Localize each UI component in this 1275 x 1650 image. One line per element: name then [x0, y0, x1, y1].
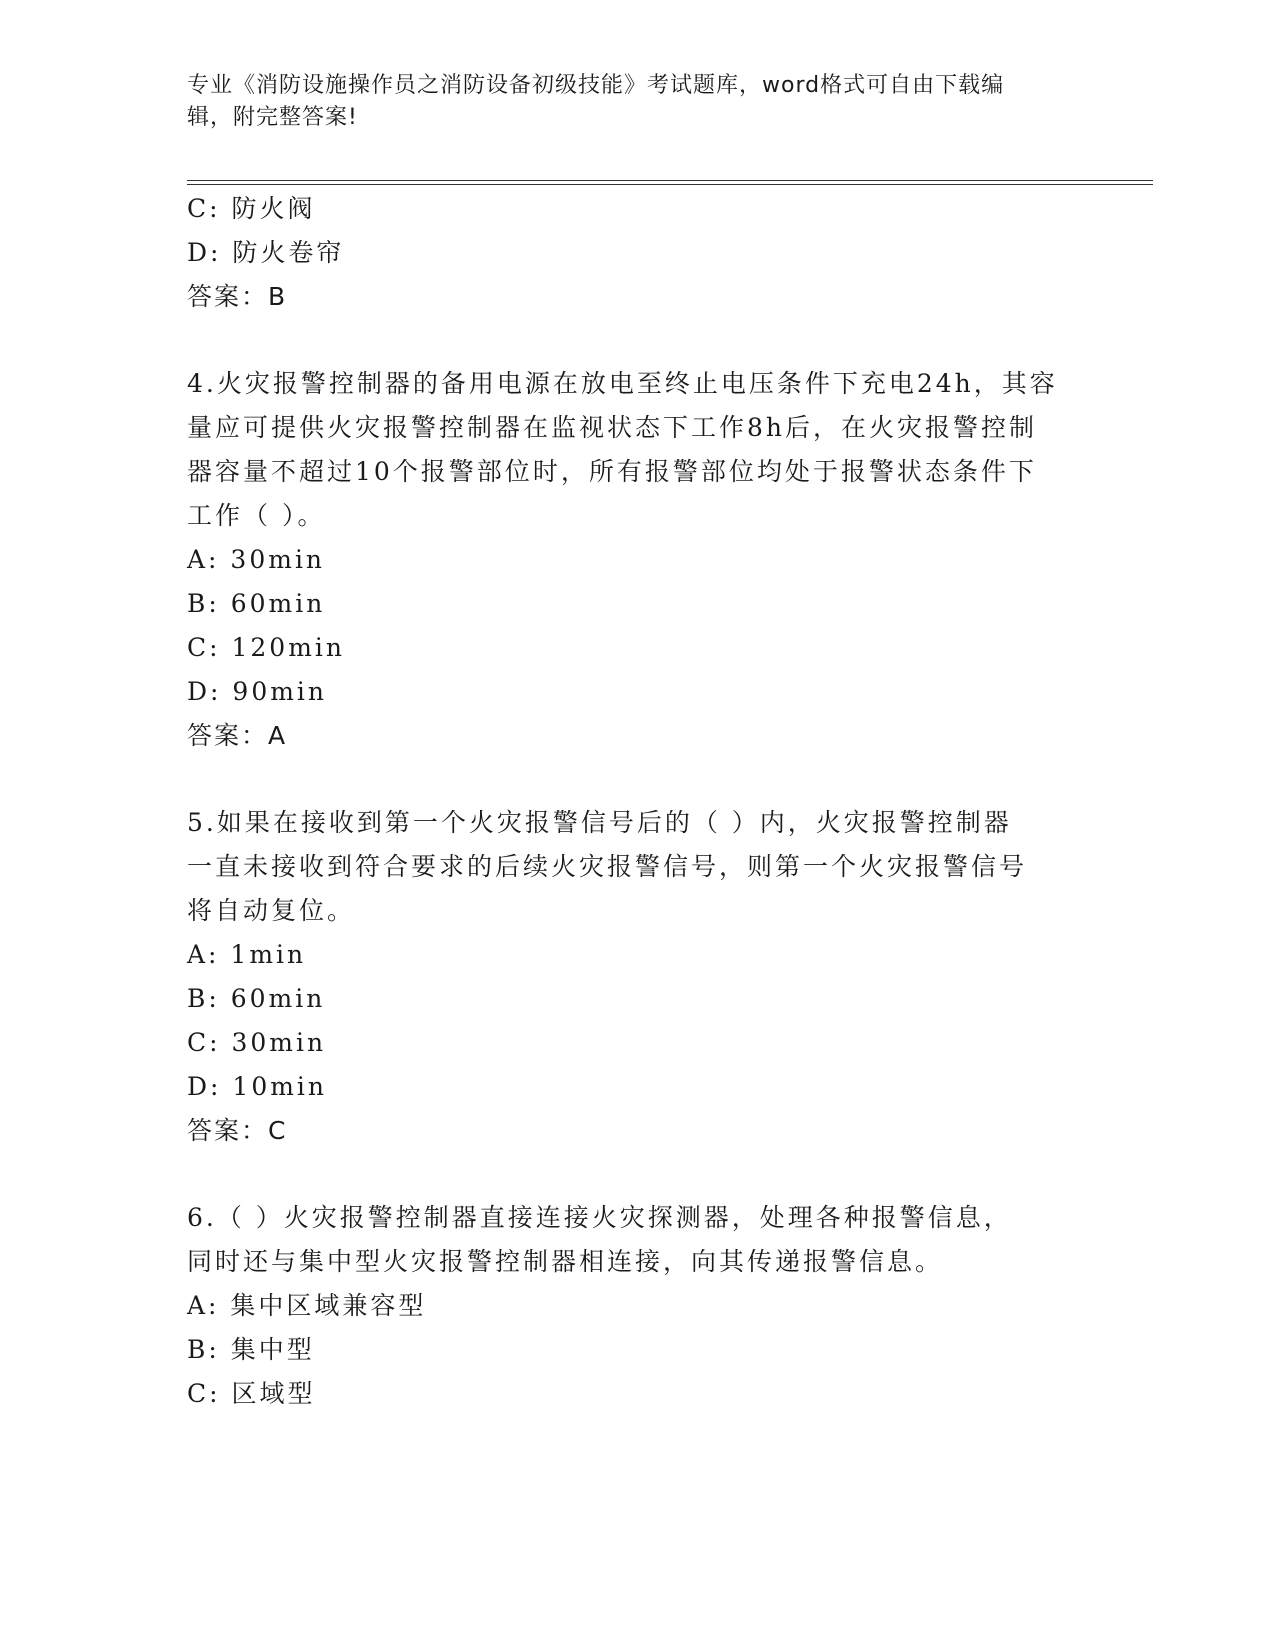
q6-option-a: A: 集中区域兼容型	[187, 1291, 427, 1320]
q5-option-c: C: 30min	[187, 1028, 327, 1057]
q6-option-c: C: 区域型	[187, 1379, 316, 1408]
q5-option-b: B: 60min	[187, 984, 326, 1013]
q4-option-d: D: 90min	[187, 677, 328, 706]
q6-stem-line-1: 6.（ ）火灾报警控制器直接连接火灾探测器，处理各种报警信息，	[187, 1203, 1012, 1232]
q4-stem-line-2: 量应可提供火灾报警控制器在监视状态下工作8h后，在火灾报警控制	[187, 413, 1038, 442]
q5-answer: 答案：C	[187, 1116, 288, 1145]
q4-stem-line-1: 4.火灾报警控制器的备用电源在放电至终止电压条件下充电24h，其容	[187, 369, 1058, 398]
q5-stem-line-3: 将自动复位。	[187, 896, 356, 925]
q3-answer: 答案：B	[187, 282, 288, 311]
q5-stem-line-1: 5.如果在接收到第一个火灾报警信号后的（ ）内，火灾报警控制器	[187, 808, 1012, 837]
header-rule-top	[187, 180, 1153, 181]
document-header	[187, 70, 1067, 134]
header-line-1: 专业《消防设施操作员之消防设备初级技能》考试题库，word格式可自由下载编	[187, 73, 1005, 98]
header-rule-bottom	[187, 184, 1153, 185]
q4-stem-line-3: 器容量不超过10个报警部位时，所有报警部位均处于报警状态条件下	[187, 457, 1037, 486]
q4-answer: 答案：A	[187, 721, 288, 750]
q5-stem-line-2: 一直未接收到符合要求的后续火灾报警信号，则第一个火灾报警信号	[187, 852, 1028, 881]
q3-option-d: D: 防火卷帘	[187, 238, 345, 267]
header-line-2: 辑，附完整答案!	[187, 105, 358, 130]
q4-option-a: A: 30min	[187, 545, 326, 574]
q6-stem-line-2: 同时还与集中型火灾报警控制器相连接，向其传递报警信息。	[187, 1247, 944, 1276]
q3-option-c: C: 防火阀	[187, 194, 316, 223]
q4-option-c: C: 120min	[187, 633, 346, 662]
q5-option-a: A: 1min	[187, 940, 307, 969]
q4-option-b: B: 60min	[187, 589, 326, 618]
q6-option-b: B: 集中型	[187, 1335, 315, 1364]
q5-option-d: D: 10min	[187, 1072, 328, 1101]
q4-stem-line-4: 工作（ ）。	[187, 501, 326, 530]
